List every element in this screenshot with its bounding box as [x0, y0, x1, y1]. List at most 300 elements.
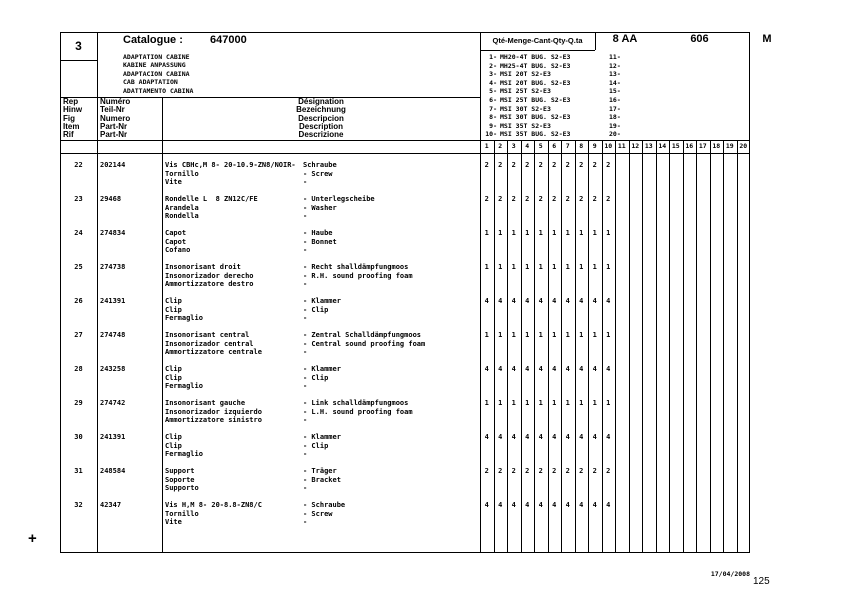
- qty-cell: 4: [606, 297, 611, 305]
- designation-line: [165, 212, 375, 221]
- header-numero-line: Part-Nr: [100, 121, 128, 131]
- model-column-index: 11-: [609, 53, 621, 61]
- qty-column-line: [575, 140, 576, 553]
- designation-line: [165, 306, 341, 315]
- qty-cell: 1: [525, 263, 530, 271]
- part-number-cell: 274738: [100, 263, 126, 271]
- qty-cell: 4: [552, 433, 557, 441]
- qty-cell: 1: [565, 399, 570, 407]
- designation-line: [165, 246, 337, 255]
- qty-cell: 2: [606, 467, 611, 475]
- qty-column-number: 3: [511, 142, 516, 150]
- qty-cell: 4: [484, 501, 489, 509]
- designation-right-text: - Central sound proofing foam: [303, 339, 426, 348]
- model-name: MSI 20T S2-E3: [500, 70, 551, 79]
- designation-left-text: Tornillo: [165, 169, 199, 178]
- qty-cell: 1: [552, 229, 557, 237]
- part-number-cell: 29468: [100, 195, 122, 203]
- designation-line: [165, 467, 341, 476]
- designation-left-text: Soporte: [165, 475, 195, 484]
- qty-cell: 1: [552, 331, 557, 339]
- print-date: 17/04/2008: [710, 570, 750, 578]
- rep-cell: 26: [74, 297, 83, 305]
- qty-column-number: 18: [712, 142, 721, 150]
- qty-cell: 2: [484, 467, 489, 475]
- model-line: [483, 130, 621, 139]
- qty-cell: 1: [538, 399, 543, 407]
- qty-cell: 1: [606, 331, 611, 339]
- qty-cell: 4: [579, 365, 584, 373]
- qty-cell: 2: [565, 195, 570, 203]
- header-rep-line: Fig: [63, 113, 75, 123]
- model-column-index: 19-: [609, 121, 621, 130]
- qty-column-number: 5: [538, 142, 543, 150]
- part-number-cell: 202144: [100, 161, 126, 169]
- designation-right-text: - Screw: [303, 169, 333, 178]
- designation-cell: [165, 467, 341, 493]
- designation-line: [165, 178, 337, 187]
- qty-cell: 4: [552, 297, 557, 305]
- designation-cell: [165, 263, 413, 289]
- qty-cell: 2: [498, 467, 503, 475]
- model-line: [483, 105, 621, 114]
- qty-cell: 4: [579, 433, 584, 441]
- qty-cell: 2: [484, 195, 489, 203]
- qty-cell: 2: [538, 195, 543, 203]
- qty-cell: 1: [592, 263, 597, 271]
- header-designation-line: Désignation: [298, 97, 344, 106]
- designation-line: [165, 263, 413, 272]
- designation-line: [165, 238, 337, 247]
- designation-right-text: - Clip: [303, 373, 329, 382]
- qty-cell: 4: [579, 297, 584, 305]
- adaptation-title-line: CAB ADAPTATION: [123, 78, 178, 87]
- model-name: MH25-4T BUG. S2-E3: [500, 61, 571, 70]
- model-column-index: 17-: [609, 104, 621, 113]
- qty-cell: 1: [498, 229, 503, 237]
- qty-column-line: [629, 140, 630, 553]
- designation-line: [165, 518, 345, 527]
- model-index: 1-: [489, 53, 497, 61]
- qty-cell: 4: [511, 501, 516, 509]
- designation-right-text: - Haube: [303, 229, 333, 237]
- designation-right-text: - Washer: [303, 203, 337, 212]
- qty-column-line: [494, 140, 495, 553]
- designation-left-text: Ammortizzatore sinistro: [165, 416, 262, 424]
- designation-right-text: - Unterlegscheibe: [303, 195, 375, 203]
- figure-number: 3: [75, 39, 82, 53]
- header-rep-line: Hinw: [63, 105, 83, 115]
- model-line: [483, 79, 621, 88]
- designation-line: [165, 484, 341, 493]
- designation-right-text: - Klammer: [303, 297, 341, 305]
- qty-cell: 4: [484, 297, 489, 305]
- designation-line: [165, 229, 337, 238]
- designation-left-text: Insonorizador izquierdo: [165, 407, 262, 416]
- qty-cell: 4: [592, 365, 597, 373]
- qty-cell: 2: [525, 195, 530, 203]
- model-column-index: 18-: [609, 113, 621, 122]
- header-designation-line: Bezeichnung: [296, 105, 346, 115]
- qty-cell: 4: [552, 501, 557, 509]
- qty-cell: 4: [511, 365, 516, 373]
- qty-cell: 4: [498, 365, 503, 373]
- designation-right-text: - Clip: [303, 305, 329, 314]
- qty-column-line: [683, 140, 684, 553]
- qty-cell: 1: [484, 399, 489, 407]
- designation-cell: [165, 399, 413, 425]
- header-rep-line: Rep: [63, 97, 79, 106]
- designation-left-text: Insonorizador central: [165, 339, 254, 348]
- qty-column-number: 12: [631, 142, 640, 150]
- designation-left-text: Clip: [165, 441, 182, 450]
- qty-cell: 1: [484, 331, 489, 339]
- model-line: [483, 70, 621, 79]
- designation-right-text: -: [303, 212, 308, 220]
- designation-right-text: - L.H. sound proofing foam: [303, 407, 413, 416]
- qty-cell: 1: [511, 229, 516, 237]
- qty-cell: 4: [525, 433, 530, 441]
- qty-cell: 1: [565, 263, 570, 271]
- designation-left-text: Insonorizador derecho: [165, 271, 254, 280]
- designation-right-text: - R.H. sound proofing foam: [303, 271, 413, 280]
- table-row: [60, 296, 750, 330]
- designation-cell: [165, 331, 425, 357]
- qty-cell: 1: [484, 229, 489, 237]
- qty-cell: 1: [592, 229, 597, 237]
- designation-right-text: - Recht shalldämpfungmoos: [303, 263, 409, 271]
- header-rep-column: [63, 98, 82, 139]
- header-numero-line: Teil-Nr: [100, 105, 125, 115]
- model-column-index: 20-: [609, 130, 621, 139]
- designation-line: [165, 314, 341, 323]
- qty-cell: 4: [498, 433, 503, 441]
- qty-cell: 1: [498, 399, 503, 407]
- model-index: 4-: [489, 78, 497, 87]
- qty-cell: 2: [525, 161, 530, 169]
- page-mark-m: M: [762, 33, 772, 45]
- grid-line-fig-box-bottom: [60, 60, 97, 61]
- qty-column-number: 6: [552, 142, 557, 150]
- part-number-cell: 274748: [100, 331, 126, 339]
- header-designation-column: [162, 98, 480, 139]
- qty-column-number: 9: [592, 142, 597, 150]
- designation-left-text: Clip: [165, 373, 182, 382]
- model-column-index: 15-: [609, 87, 621, 96]
- qty-cell: 4: [565, 365, 570, 373]
- designation-cell: [165, 501, 345, 527]
- designation-right-text: - Bracket: [303, 475, 341, 484]
- designation-line: [165, 433, 341, 442]
- part-number-cell: 241391: [100, 297, 126, 305]
- rep-cell: 27: [74, 331, 83, 339]
- qty-cell: 2: [592, 161, 597, 169]
- model-index: 10-: [485, 130, 497, 139]
- header-rep-line: Rif: [63, 130, 74, 140]
- rep-cell: 22: [74, 161, 83, 169]
- qty-cell: 4: [592, 433, 597, 441]
- qty-cell: 2: [538, 161, 543, 169]
- model-list: [483, 53, 621, 139]
- qty-column-number: 1: [484, 142, 489, 150]
- qty-cell: 1: [606, 263, 611, 271]
- qty-cell: 1: [511, 263, 516, 271]
- designation-right-text: - Klammer: [303, 433, 341, 441]
- grid-line-qty-box-bottom: [480, 50, 595, 51]
- model-column-index: 13-: [609, 70, 621, 79]
- qty-cell: 1: [484, 263, 489, 271]
- qty-cell: 1: [579, 229, 584, 237]
- table-row: [60, 500, 750, 534]
- designation-right-text: -: [303, 382, 308, 390]
- qty-cell: 1: [606, 229, 611, 237]
- header-designation-line: Description: [298, 121, 343, 131]
- qty-cell: 1: [525, 331, 530, 339]
- qty-column-line: [602, 140, 603, 553]
- rep-cell: 24: [74, 229, 83, 237]
- qty-column-line: [548, 140, 549, 553]
- qty-cell: 4: [606, 365, 611, 373]
- qty-cell: 2: [606, 195, 611, 203]
- qty-cell: 2: [606, 161, 611, 169]
- model-line: [483, 87, 621, 96]
- qty-cell: 2: [498, 161, 503, 169]
- qty-cell: 4: [525, 365, 530, 373]
- qty-cell: 4: [606, 433, 611, 441]
- qty-cell: 1: [511, 399, 516, 407]
- designation-left-text: Rondella: [165, 212, 199, 220]
- qty-column-line: [588, 140, 589, 553]
- qty-cell: 1: [525, 399, 530, 407]
- qty-cell: 4: [484, 365, 489, 373]
- designation-right-text: -: [303, 484, 308, 492]
- table-row: [60, 194, 750, 228]
- part-number-cell: 241391: [100, 433, 126, 441]
- designation-cell: [165, 297, 341, 323]
- qty-column-line: [669, 140, 670, 553]
- qty-cell: 4: [498, 297, 503, 305]
- qty-cell: 1: [511, 331, 516, 339]
- designation-left-text: Clip: [165, 365, 182, 373]
- qty-cell: 1: [592, 331, 597, 339]
- designation-right-text: -: [303, 348, 308, 356]
- designation-left-text: Clip: [165, 433, 182, 441]
- qty-cell: 2: [579, 195, 584, 203]
- designation-right-text: -: [303, 416, 308, 424]
- adaptation-title-line: KABINE ANPASSUNG: [123, 61, 186, 70]
- qty-cell: 1: [565, 331, 570, 339]
- designation-line: [165, 272, 413, 281]
- designation-left-text: Cofano: [165, 246, 191, 254]
- grid-line-colnum-bottom: [60, 153, 750, 154]
- qty-cell: 1: [579, 399, 584, 407]
- model-index: 7-: [489, 104, 497, 113]
- qty-column-number: 19: [725, 142, 734, 150]
- designation-left-text: Capot: [165, 229, 187, 237]
- qty-column-number: 15: [671, 142, 680, 150]
- model-column-index: 16-: [609, 95, 621, 104]
- qty-cell: 2: [538, 467, 543, 475]
- adaptation-title-line: ADATTAMENTO CABINA: [123, 86, 194, 95]
- designation-line: [165, 365, 341, 374]
- designation-right-text: -: [303, 178, 308, 186]
- qty-column-line: [615, 140, 616, 553]
- qty-cell: 1: [498, 263, 503, 271]
- model-index: 3-: [489, 70, 497, 79]
- table-row: [60, 432, 750, 466]
- designation-right-text: - Klammer: [303, 365, 341, 373]
- part-number-cell: 274834: [100, 229, 126, 237]
- qty-cell: 4: [525, 501, 530, 509]
- page-number: 125: [753, 576, 770, 587]
- qty-column-line: [521, 140, 522, 553]
- designation-left-text: Vite: [165, 518, 182, 526]
- qty-cell: 1: [498, 331, 503, 339]
- qty-cell: 2: [525, 467, 530, 475]
- qty-cell: 4: [484, 433, 489, 441]
- part-number-cell: 248584: [100, 467, 126, 475]
- qty-cell: 1: [565, 229, 570, 237]
- designation-left-text: Supporto: [165, 484, 199, 492]
- designation-right-text: - Träger: [303, 467, 337, 475]
- rep-cell: 23: [74, 195, 83, 203]
- designation-line: [165, 204, 375, 213]
- model-name: MSI 35T BUG. S2-E3: [500, 130, 571, 139]
- rep-cell: 29: [74, 399, 83, 407]
- designation-line: [165, 442, 341, 451]
- qty-column-number: 17: [698, 142, 707, 150]
- designation-right-text: -: [303, 314, 308, 322]
- model-name: MSI 30T BUG. S2-E3: [500, 113, 571, 122]
- rep-cell: 25: [74, 263, 83, 271]
- designation-cell: [165, 433, 341, 459]
- model-index: 5-: [489, 87, 497, 96]
- qty-column-line: [642, 140, 643, 553]
- designation-right-text: - Schraube: [303, 501, 346, 509]
- qty-column-line: [534, 140, 535, 553]
- designation-left-text: Vis H,M 8- 20-8.8-ZN8/C: [165, 501, 262, 509]
- catalogue-code-left: 8 AA: [612, 33, 638, 45]
- designation-line: [165, 374, 341, 383]
- designation-line: [165, 348, 425, 357]
- qty-cell: 2: [565, 467, 570, 475]
- table-row: [60, 364, 750, 398]
- qty-cell: 4: [606, 501, 611, 509]
- model-line: [483, 62, 621, 71]
- qty-cell: 4: [538, 297, 543, 305]
- table-row: [60, 228, 750, 262]
- designation-line: [165, 331, 425, 340]
- rep-cell: 30: [74, 433, 83, 441]
- qty-column-number: 10: [604, 142, 613, 150]
- qty-cell: 2: [511, 161, 516, 169]
- model-name: MSI 35T S2-E3: [500, 121, 551, 130]
- model-name: MH20-4T BUG. S2-E3: [500, 53, 571, 61]
- qty-column-line: [710, 140, 711, 553]
- designation-line: [165, 399, 413, 408]
- designation-cell: [165, 365, 341, 391]
- designation-cell: [165, 229, 337, 255]
- designation-right-text: - Screw: [303, 509, 333, 518]
- qty-cell: 1: [579, 331, 584, 339]
- qty-column-number: 20: [739, 142, 748, 150]
- adaptation-titles: [123, 53, 193, 95]
- designation-cell: [165, 161, 337, 187]
- qty-cell: 2: [511, 195, 516, 203]
- model-name: MSI 25T S2-E3: [500, 87, 551, 96]
- designation-cell: [165, 195, 375, 221]
- header-rep-line: Item: [63, 121, 80, 131]
- adaptation-title-line: ADAPTATION CABINE: [123, 53, 190, 61]
- qty-cell: 2: [498, 195, 503, 203]
- model-line: [483, 96, 621, 105]
- qty-column-line: [561, 140, 562, 553]
- model-column-index: 12-: [609, 61, 621, 70]
- rep-cell: 28: [74, 365, 83, 373]
- model-line: [483, 53, 621, 62]
- designation-right-text: - Zentral Schalldämpfungmoos: [303, 331, 422, 339]
- qty-cell: 4: [511, 433, 516, 441]
- qty-cell: 4: [525, 297, 530, 305]
- header-designation-line: Descrizione: [298, 130, 344, 140]
- qty-cell: 4: [565, 297, 570, 305]
- designation-right-text: - Link schalldämpfungmoos: [303, 399, 409, 407]
- designation-left-text: Insonorisant droit: [165, 263, 241, 271]
- rep-cell: 31: [74, 467, 83, 475]
- designation-left-text: Insonorisant central: [165, 331, 250, 339]
- qty-column-line: [723, 140, 724, 553]
- qty-cell: 4: [538, 365, 543, 373]
- qty-cell: 2: [552, 195, 557, 203]
- qty-cell: 1: [538, 229, 543, 237]
- qty-header-label: Qté-Menge-Cant-Qty-Q.ta: [492, 36, 583, 45]
- qty-cell: 2: [552, 467, 557, 475]
- qty-cell: 4: [511, 297, 516, 305]
- designation-right-text: -: [303, 246, 308, 254]
- header-numero-line: Part-Nr: [100, 130, 128, 140]
- model-name: MSI 30T S2-E3: [500, 104, 551, 113]
- designation-right-text: - Bonnet: [303, 237, 337, 246]
- table-row: [60, 398, 750, 432]
- model-index: 2-: [489, 61, 497, 70]
- designation-left-text: Arandela: [165, 203, 199, 212]
- designation-line: [165, 476, 341, 485]
- qty-cell: 4: [565, 433, 570, 441]
- qty-cell: 2: [484, 161, 489, 169]
- designation-line: [165, 195, 375, 204]
- qty-column-number: 16: [685, 142, 694, 150]
- qty-cell: 2: [592, 195, 597, 203]
- plus-mark: +: [28, 530, 37, 547]
- designation-left-text: Fermaglio: [165, 382, 203, 390]
- designation-left-text: Support: [165, 467, 195, 475]
- adaptation-title-line: ADAPTACION CABINA: [123, 69, 190, 78]
- header-numero-line: Numero: [100, 113, 131, 123]
- qty-column-line: [507, 140, 508, 553]
- designation-left-text: Vis CBHc,M 8- 20-10.9-ZN8/NOIR-: [165, 161, 296, 169]
- qty-column-number: 14: [658, 142, 667, 150]
- catalogue-code-right: 606: [690, 33, 709, 45]
- table-row: [60, 330, 750, 364]
- qty-column-number: 13: [644, 142, 653, 150]
- model-index: 6-: [489, 95, 497, 104]
- designation-left-text: Insonorisant gauche: [165, 399, 246, 407]
- catalogue-number: 647000: [210, 34, 247, 46]
- designation-left-text: Tornillo: [165, 509, 199, 518]
- header-numero-column: [100, 98, 130, 139]
- table-row: [60, 262, 750, 296]
- designation-right-text: -: [303, 518, 308, 526]
